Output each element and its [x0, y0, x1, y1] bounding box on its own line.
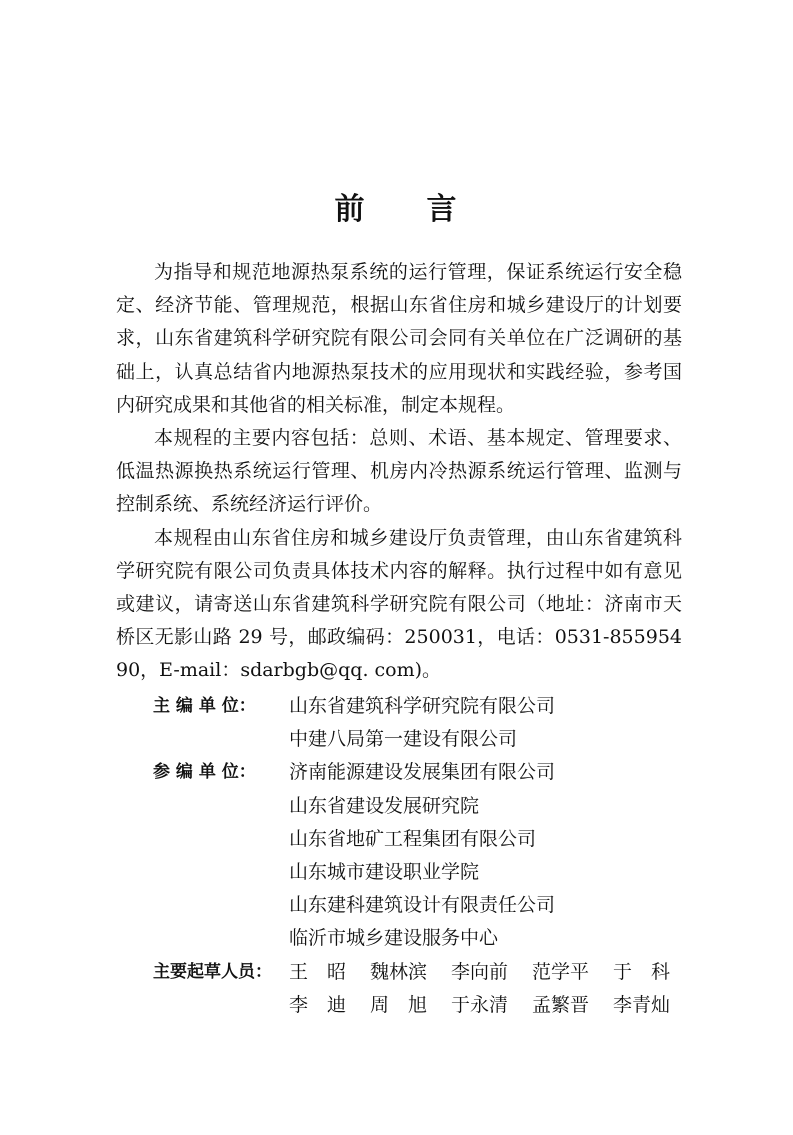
chief-units-label: 主 编 单 位：: [153, 696, 256, 716]
participant-unit: 山东省地矿工程集团有限公司: [289, 827, 537, 850]
participant-units-group: [153, 756, 713, 955]
drafter-name: 李 迪: [289, 993, 347, 1016]
drafters-row: [289, 956, 694, 989]
drafter-name: 于永清: [451, 993, 509, 1016]
participant-unit: 临沂市城乡建设服务中心: [289, 927, 499, 950]
drafter-name: 孟繁晋: [532, 993, 590, 1016]
paragraph-2: 本规程的主要内容包括：总则、术语、基本规定、管理要求、低温热源换热系统运行管理、机房内冷热源系统运行管理、监测与控制系统、系统经济运行评价。: [116, 427, 682, 516]
drafter-name: 周 旭: [370, 993, 428, 1016]
drafter-name: 魏林滨: [370, 960, 428, 983]
drafters-group: [153, 956, 713, 1022]
drafter-name: 李青灿: [613, 993, 671, 1016]
drafters-label: 主要起草人员：: [153, 961, 272, 982]
unit-list: [153, 690, 713, 1022]
paragraph-1: 为指导和规范地源热泵系统的运行管理，保证系统运行安全稳定、经济节能、管理规范，根据山东省住房和城乡建设厅的计划要求，山东省建筑科学研究院有限公司会同有关单位在广泛调研的基础上，认真总结省内地源热泵技术的应用现状和实践经验，参考国内研究成果和其他省的相关标准，制定本规程。: [116, 261, 682, 416]
drafter-name: 李向前: [451, 960, 509, 983]
page-title: [0, 184, 793, 228]
drafter-name: 范学平: [532, 960, 590, 983]
preface-body: [116, 256, 682, 688]
participant-unit: 山东城市建设职业学院: [289, 861, 480, 884]
participant-unit: 山东省建设发展研究院: [289, 794, 480, 817]
chief-units-group: [153, 690, 713, 756]
participant-units-label: 参 编 单 位：: [153, 762, 256, 783]
drafters-row: [289, 989, 694, 1022]
title-char-1: 前: [334, 192, 367, 227]
drafter-name: 于 科: [613, 960, 671, 983]
drafter-name: 王 昭: [289, 960, 347, 983]
participant-unit: 山东建科建筑设计有限责任公司: [289, 894, 556, 917]
title-char-2: 言: [426, 192, 459, 227]
chief-unit: 山东省建筑科学研究院有限公司: [289, 695, 556, 717]
chief-unit: 中建八局第一建设有限公司: [289, 728, 518, 751]
paragraph-3: 本规程由山东省住房和城乡建设厅负责管理，由山东省建筑科学研究院有限公司负责具体技术内容的解释。执行过程中如有意见或建议，请寄送山东省建筑科学研究院有限公司（地址：济南市天桥区无影山路 29 号，邮政编码：250031，电话：0531-85595490，E-mail：sdarbgb@qq. com)。: [116, 526, 682, 682]
participant-unit: 济南能源建设发展集团有限公司: [289, 761, 556, 784]
